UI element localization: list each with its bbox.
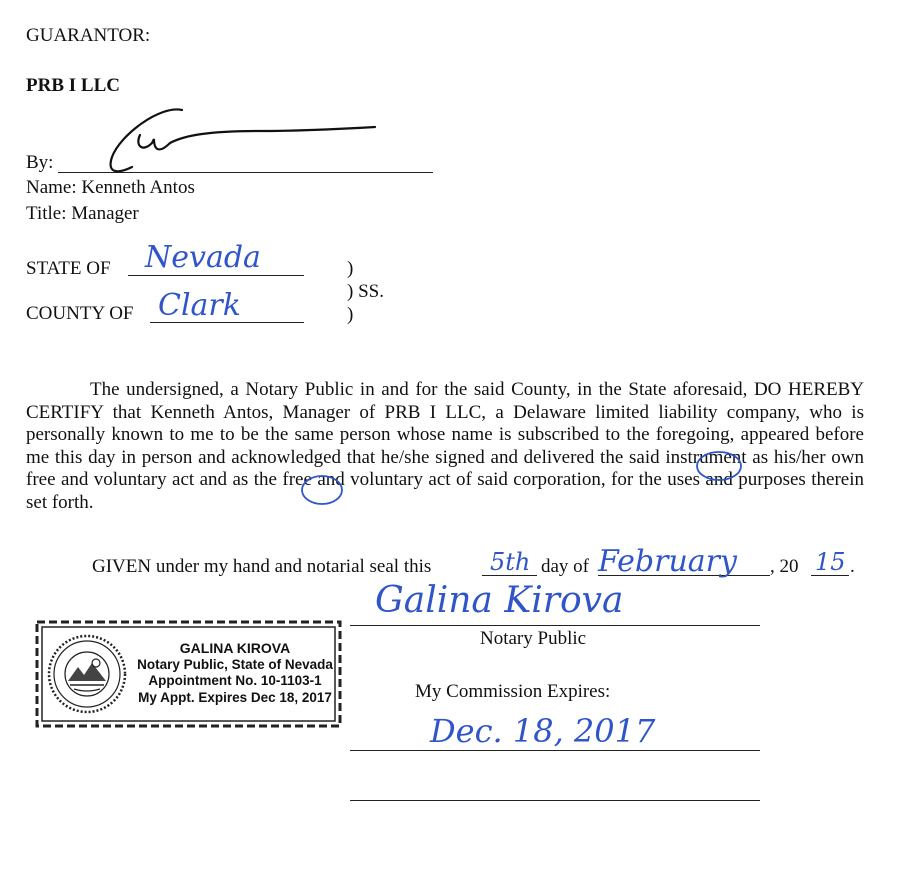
name-line: Name: Kenneth Antos [26, 177, 195, 198]
company-name: PRB I LLC [26, 75, 120, 96]
notary-signature-line [350, 625, 760, 626]
nevada-seal-icon [46, 633, 128, 715]
paren-top: ) [347, 258, 354, 279]
guarantor-label: GUARANTOR: [26, 25, 151, 46]
stamp-line-4: My Appt. Expires Dec 18, 2017 [138, 689, 332, 705]
given-text: GIVEN under my hand and notarial seal this [92, 556, 432, 577]
state-label: STATE OF [26, 258, 111, 279]
commission-line [350, 750, 760, 751]
day-value: 5th [490, 548, 531, 576]
blank-line [350, 800, 760, 801]
year-prefix: , 20 [770, 556, 799, 577]
notary-stamp-text [128, 640, 342, 706]
county-value: Clark [158, 288, 241, 323]
stamp-name: GALINA KIROVA [179, 640, 291, 656]
stamp-line-2: Notary Public, State of Nevada [137, 656, 333, 672]
month-value: February [598, 544, 737, 579]
title-line: Title: Manager [26, 203, 139, 224]
notary-signature: Galina Kirova [375, 580, 624, 621]
paren-mid: ) SS. [347, 281, 384, 302]
commission-value: Dec. 18, 2017 [430, 712, 656, 750]
period: . [850, 556, 855, 577]
day-of-text: day of [541, 556, 590, 577]
stamp-line-3: Appointment No. 10-1103-1 [148, 673, 322, 688]
paren-bottom: ) [347, 304, 354, 325]
commission-label: My Commission Expires: [415, 681, 611, 702]
state-value: Nevada [145, 240, 261, 275]
certificate-text: The undersigned, a Notary Public in and for the said County, in the State aforesaid, DO HEREBY CERTIFY that Kenneth Antos, Manager of PRB I LLC, a Delaware limited liability company, who is personally known to me to be the same person whose name is subscribed to the foregoing, appeared before me this day in person and acknowledged that he/she signed and delivered the said instrument as his/her own free and voluntary act and as the free and voluntary act of said corporation, for the uses and purposes therein set forth. [26, 379, 864, 513]
by-label: By: [26, 152, 54, 173]
notary-public-label: Notary Public [480, 628, 587, 649]
county-label: COUNTY OF [26, 303, 134, 324]
year-value: 15 [815, 548, 846, 576]
